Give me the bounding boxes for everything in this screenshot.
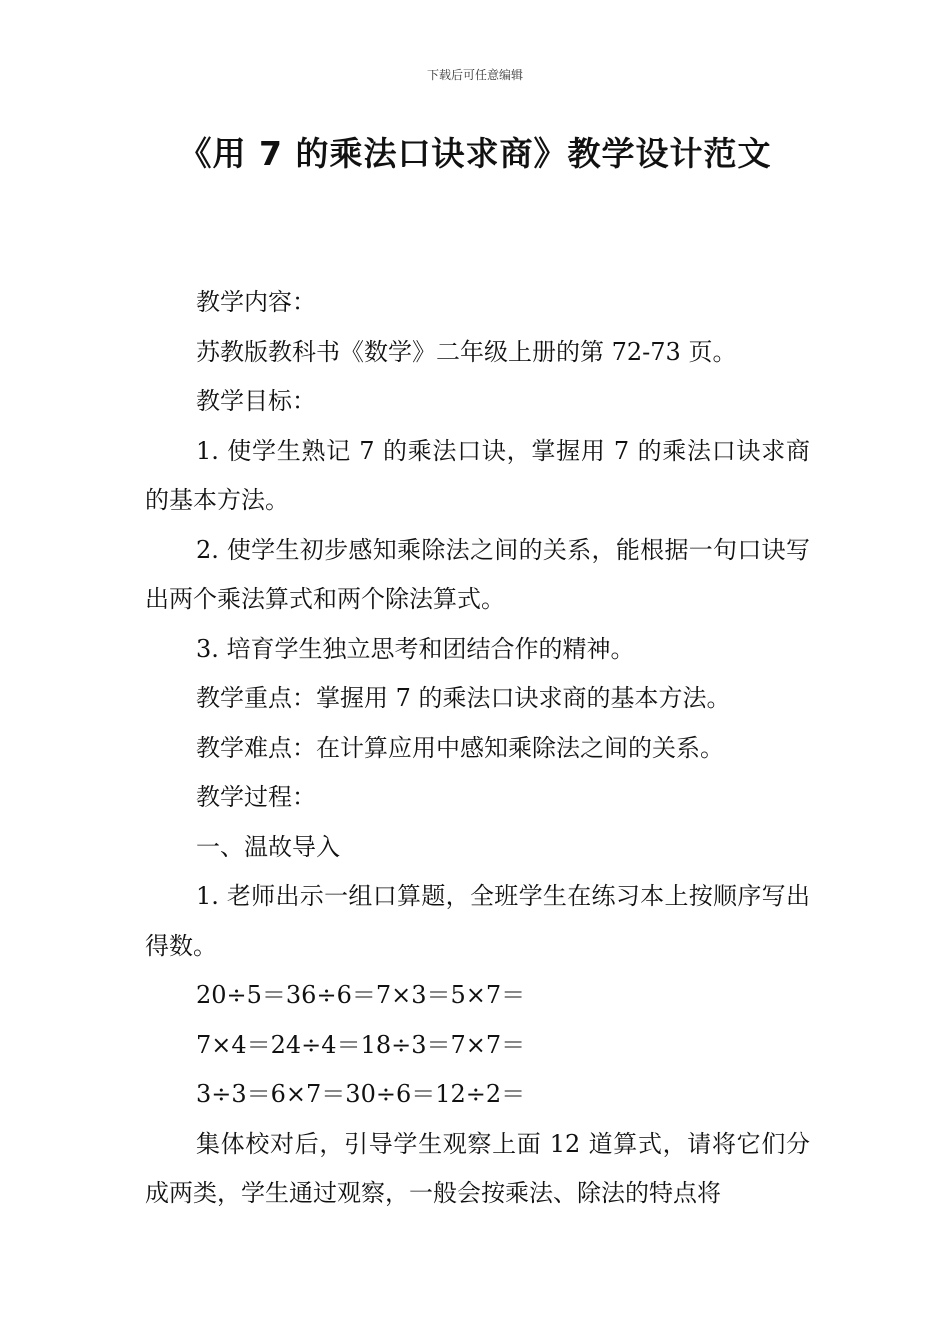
teaching-difficulty: 教学难点：在计算应用中感知乘除法之间的关系。 bbox=[196, 733, 724, 762]
goal-item-3: 3. 培育学生独立思考和团结合作的精神。 bbox=[196, 634, 635, 663]
step-item-1: 1. 老师出示一组口算题，全班学生在练习本上按顺序写出得数。 bbox=[145, 882, 810, 960]
review-paragraph: 集体校对后，引导学生观察上面 12 道算式，请将它们分成两类，学生通过观察，一般会按乘法、除法的特点将 bbox=[145, 1129, 810, 1207]
textbook-reference: 苏教版教科书《数学》二年级上册的第 72-73 页。 bbox=[196, 337, 737, 366]
document-title: 《用 7 的乘法口诀求商》教学设计范文 bbox=[178, 134, 772, 173]
goal-item-1: 1. 使学生熟记 7 的乘法口诀，掌握用 7 的乘法口诀求商的基本方法。 bbox=[145, 436, 810, 514]
header-note: 下载后可任意编辑 bbox=[426, 68, 523, 82]
equation-row-3: 3÷3＝6×7＝30÷6＝12÷2＝ bbox=[196, 1080, 526, 1108]
teaching-focus: 教学重点：掌握用 7 的乘法口诀求商的基本方法。 bbox=[196, 684, 731, 712]
section-label-goals: 教学目标： bbox=[196, 387, 316, 415]
equation-row-1: 20÷5＝36÷6＝7×3＝5×7＝ bbox=[196, 981, 526, 1009]
equation-row-2: 7×4＝24÷4＝18÷3＝7×7＝ bbox=[196, 1030, 526, 1059]
section-label-process: 教学过程： bbox=[196, 783, 316, 811]
goal-item-2: 2. 使学生初步感知乘除法之间的关系，能根据一句口诀写出两个乘法算式和两个除法算式。 bbox=[145, 535, 810, 613]
document-body bbox=[145, 278, 810, 1219]
step-heading-1: 一、温故导入 bbox=[196, 832, 340, 861]
section-label-content: 教学内容： bbox=[196, 288, 316, 316]
